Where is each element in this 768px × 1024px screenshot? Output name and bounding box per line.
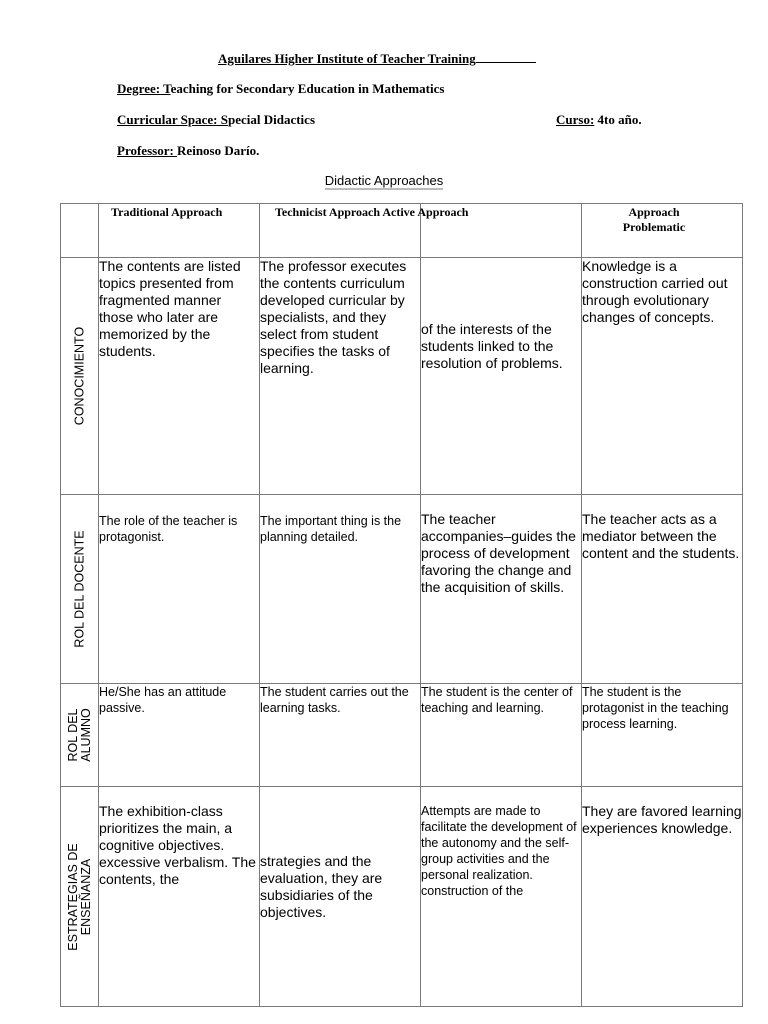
curso-label: Curso: <box>556 112 595 127</box>
row-label-cell <box>61 495 99 684</box>
table-cell: The teacher accompanies–guides the process of development favoring the change and the acquisition of skills. <box>421 495 582 684</box>
table-cell: strategies and the evaluation, they are subsidiaries of the objectives. <box>260 787 421 1007</box>
column-header: Technicist Approach Active Approach <box>260 204 421 258</box>
row-label-cell <box>61 258 99 495</box>
professor-value: Reinoso Darío. <box>177 143 260 158</box>
table-row <box>61 258 743 495</box>
curricular-value: pecial Didactics <box>227 112 315 127</box>
table-cell: The student is the protagonist in the teaching process learning. <box>582 684 743 787</box>
column-header: Approach Problematic <box>582 204 743 258</box>
degree-value: eaching for Secondary Education in Mathematics <box>170 81 445 96</box>
curricular-line <box>117 112 315 128</box>
table-cell: The professor executes the contents curriculum developed curricular by specialists, and they select from student specifies the tasks of learning. <box>260 258 421 495</box>
degree-line <box>117 81 444 97</box>
table-header-row <box>61 204 743 258</box>
table-caption: Didactic Approaches <box>324 173 444 188</box>
professor-label: Professor: <box>117 143 178 158</box>
table-row <box>61 787 743 1007</box>
table-cell: He/She has an attitude passive. <box>99 684 260 787</box>
curso-value: 4to año. <box>594 112 642 127</box>
row-label: ROL DEL DOCENTE <box>72 530 86 648</box>
table-cell: Attempts are made to facilitate the development of the autonomy and the self- group activities and the personal realization. construction of the <box>421 787 582 1007</box>
table-row <box>61 684 743 787</box>
row-label-cell <box>61 787 99 1007</box>
table-cell: The student is the center of teaching and learning. <box>421 684 582 787</box>
row-label: ROL DEL ALUMNO <box>65 708 93 762</box>
curso-line <box>556 112 642 128</box>
row-label-cell <box>61 684 99 787</box>
approach-table <box>60 203 743 1007</box>
table-cell: Knowledge is a construction carried out through evolutionary changes of concepts. <box>582 258 743 495</box>
table-cell: The important thing is the planning detailed. <box>260 495 421 684</box>
table-cell: The contents are listed topics presented from fragmented manner those who later are memorized by the students. <box>99 258 260 495</box>
table-cell: They are favored learning experiences knowledge. <box>582 787 743 1007</box>
table-cell: The role of the teacher is protagonist. <box>99 495 260 684</box>
row-label: CONOCIMIENTO <box>72 326 86 426</box>
institute-title: Aguilares Higher Institute of Teacher Training <box>218 50 536 67</box>
corner-cell <box>61 204 99 258</box>
professor-line <box>117 143 259 159</box>
table-cell: The teacher acts as a mediator between the content and the students. <box>582 495 743 684</box>
curricular-label: Curricular Space: S <box>117 112 228 127</box>
table-cell: The exhibition-class prioritizes the main, a cognitive objectives. excessive verbalism. The contents, the <box>99 787 260 1007</box>
table-cell: The student carries out the learning tasks. <box>260 684 421 787</box>
degree-label: Degree: T <box>117 81 171 96</box>
table-cell: of the interests of the students linked to the resolution of problems. <box>421 258 582 495</box>
column-header: Traditional Approach <box>99 204 260 258</box>
table-row <box>61 495 743 684</box>
row-label: ESTRATEGIAS DE ENSEÑANZA <box>65 842 93 951</box>
